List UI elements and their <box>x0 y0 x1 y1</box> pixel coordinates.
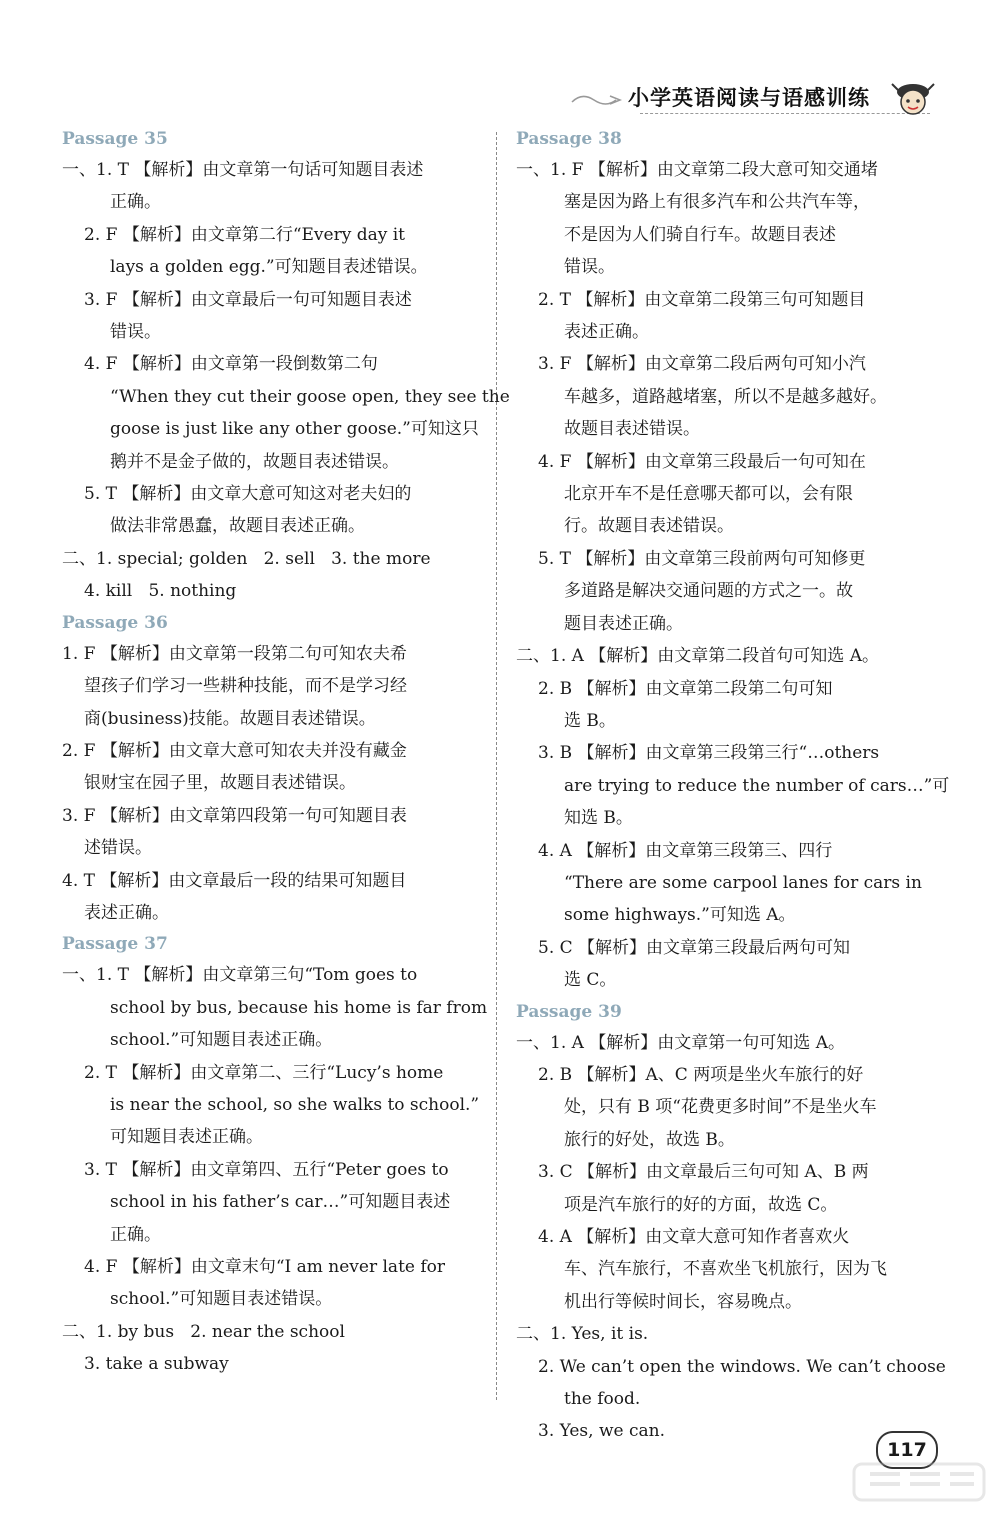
answer-line: 选 B。 <box>564 710 616 731</box>
answer-line: 3. B 【解析】由文章第三段第三行“…others <box>538 743 880 764</box>
answer-line: 2. We can’t open the windows. We can’t choose <box>538 1356 946 1377</box>
page-number: 117 <box>876 1431 938 1469</box>
answer-line: 商(business)技能。故题目表述错误。 <box>84 708 376 729</box>
answer-line: 4. kill 5. nothing <box>84 581 237 602</box>
answer-line: “When they cut their goose open, they see the <box>110 386 510 407</box>
answer-line: is near the school, so she walks to school.” <box>110 1094 480 1115</box>
answer-line: 项是汽车旅行的好的方面，故选 C。 <box>564 1194 838 1215</box>
answer-line: 可知题目表述正确。 <box>110 1127 263 1148</box>
answer-line: 错误。 <box>110 322 161 343</box>
answer-line: 4. A 【解析】由文章大意可知作者喜欢火 <box>538 1227 850 1247</box>
answer-line: “There are some carpool lanes for cars in <box>564 872 922 893</box>
answer-line: 2. T 【解析】由文章第二、三行“Lucy’s home <box>84 1062 444 1083</box>
answer-line: 二、1. by bus 2. near the school <box>62 1321 345 1342</box>
answer-line: 2. F 【解析】由文章第二行“Every day it <box>84 224 406 245</box>
answer-line: 塞是因为路上有很多汽车和公共汽车等， <box>564 192 870 213</box>
answer-line: 一、1. F 【解析】由文章第二段大意可知交通堵 <box>516 160 878 180</box>
answer-line: 4. F 【解析】由文章末句“I am never late for <box>84 1257 446 1277</box>
header-arrow-decoration <box>570 90 630 110</box>
mascot-icon <box>888 74 938 124</box>
answer-line: 鹅并不是金子做的，故题目表述错误。 <box>110 451 399 472</box>
answer-line: 4. T 【解析】由文章最后一段的结果可知题目 <box>62 870 407 891</box>
answer-line: 故题目表述错误。 <box>564 419 700 440</box>
answer-line: some highways.”可知选 A。 <box>564 905 796 926</box>
answer-line: 5. C 【解析】由文章第三段最后两句可知 <box>538 937 851 958</box>
answer-line: 3. F 【解析】由文章第二段后两句可知小汽 <box>538 354 866 375</box>
answer-line: 正确。 <box>110 1224 161 1245</box>
answer-line: 机出行等候时间长，容易晚点。 <box>564 1291 802 1312</box>
right-column <box>516 124 950 1448</box>
answer-line: school.”可知题目表述错误。 <box>110 1289 333 1310</box>
watermark-logo <box>850 1460 990 1516</box>
answer-line: 正确。 <box>110 192 161 213</box>
answer-line: 3. C 【解析】由文章最后三句可知 A、B 两 <box>538 1162 869 1183</box>
passage-title: Passage 35 <box>62 129 168 149</box>
answer-line: 3. F 【解析】由文章最后一句可知题目表述 <box>84 289 412 310</box>
answer-line: 4. F 【解析】由文章第一段倒数第二句 <box>84 354 378 375</box>
left-column <box>62 124 510 1381</box>
answer-line: 2. B 【解析】由文章第二段第二句可知 <box>538 678 833 699</box>
answer-line: 北京开车不是任意哪天都可以，会有限 <box>564 484 853 505</box>
answer-line: goose is just like any other goose.”可知这只 <box>110 419 479 440</box>
answer-line: 3. Yes, we can. <box>538 1421 665 1442</box>
answer-line: 车越多，道路越堵塞，所以不是越多越好。 <box>564 386 887 407</box>
answer-line: 2. T 【解析】由文章第二段第三句可知题目 <box>538 289 866 310</box>
answer-line: 一、1. T 【解析】由文章第三句“Tom goes to <box>62 965 418 986</box>
answer-line: 5. T 【解析】由文章第三段前两句可知修更 <box>538 548 866 569</box>
answer-line: 望孩子们学习一些耕种技能，而不是学习经 <box>84 676 407 697</box>
answer-line: 错误。 <box>564 257 615 278</box>
answer-line: 做法非常愚蠢，故题目表述正确。 <box>110 516 365 537</box>
answer-line: school.”可知题目表述正确。 <box>110 1030 333 1051</box>
answer-line: 银财宝在园子里，故题目表述错误。 <box>84 773 356 794</box>
header-title: 小学英语阅读与语感训练 <box>628 86 870 110</box>
answer-line: 一、1. A 【解析】由文章第一句可知选 A。 <box>516 1032 845 1053</box>
answer-line: are trying to reduce the number of cars…”可 <box>564 775 950 796</box>
answer-line: the food. <box>564 1389 641 1410</box>
answer-line: 3. F 【解析】由文章第四段第一句可知题目表 <box>62 805 407 826</box>
answer-line: 述错误。 <box>84 838 152 859</box>
answer-line: 一、1. T 【解析】由文章第一句话可知题目表述 <box>62 160 424 180</box>
answer-line: 车、汽车旅行，不喜欢坐飞机旅行，因为飞 <box>564 1259 887 1280</box>
answer-line: 3. take a subway <box>84 1354 229 1375</box>
header-underline <box>640 113 930 114</box>
answer-line: 表述正确。 <box>564 322 649 343</box>
answer-line: 旅行的好处，故选 B。 <box>564 1129 735 1150</box>
answer-line: 行。故题目表述错误。 <box>564 516 734 537</box>
answer-line: 表述正确。 <box>84 902 169 923</box>
answer-line: 2. B 【解析】A、C 两项是坐火车旅行的好 <box>538 1064 864 1085</box>
answer-line: 1. F 【解析】由文章第一段第二句可知农夫希 <box>62 643 407 664</box>
answer-line: 不是因为人们骑自行车。故题目表述 <box>564 224 836 245</box>
answer-line: 4. F 【解析】由文章第三段最后一句可知在 <box>538 451 866 472</box>
answer-line: lays a golden egg.”可知题目表述错误。 <box>110 257 428 278</box>
answer-line: 二、1. Yes, it is. <box>516 1324 649 1345</box>
passage-title: Passage 38 <box>516 129 622 149</box>
answer-line: school by bus, because his home is far from <box>110 997 488 1018</box>
answer-line: school in his father’s car…”可知题目表述 <box>110 1192 451 1213</box>
column-divider <box>496 132 497 1400</box>
answer-line: 二、1. A 【解析】由文章第二段首句可知选 A。 <box>516 646 879 667</box>
answer-line: 题目表述正确。 <box>564 613 683 634</box>
answer-line: 4. A 【解析】由文章第三段第三、四行 <box>538 840 833 861</box>
passage-title: Passage 39 <box>516 1001 622 1022</box>
passage-title: Passage 36 <box>62 612 168 633</box>
answer-line: 二、1. special; golden 2. sell 3. the more <box>62 548 431 569</box>
answer-line: 选 C。 <box>564 970 617 991</box>
answer-line: 知选 B。 <box>564 808 633 829</box>
answer-line: 5. T 【解析】由文章大意可知这对老夫妇的 <box>84 484 412 505</box>
answer-line: 处，只有 B 项“花费更多时间”不是坐火车 <box>564 1097 877 1118</box>
passage-title: Passage 37 <box>62 934 168 955</box>
answer-line: 多道路是解决交通问题的方式之一。故 <box>564 581 853 602</box>
answer-line: 3. T 【解析】由文章第四、五行“Peter goes to <box>84 1159 449 1180</box>
answer-line: 2. F 【解析】由文章大意可知农夫并没有藏金 <box>62 740 407 761</box>
